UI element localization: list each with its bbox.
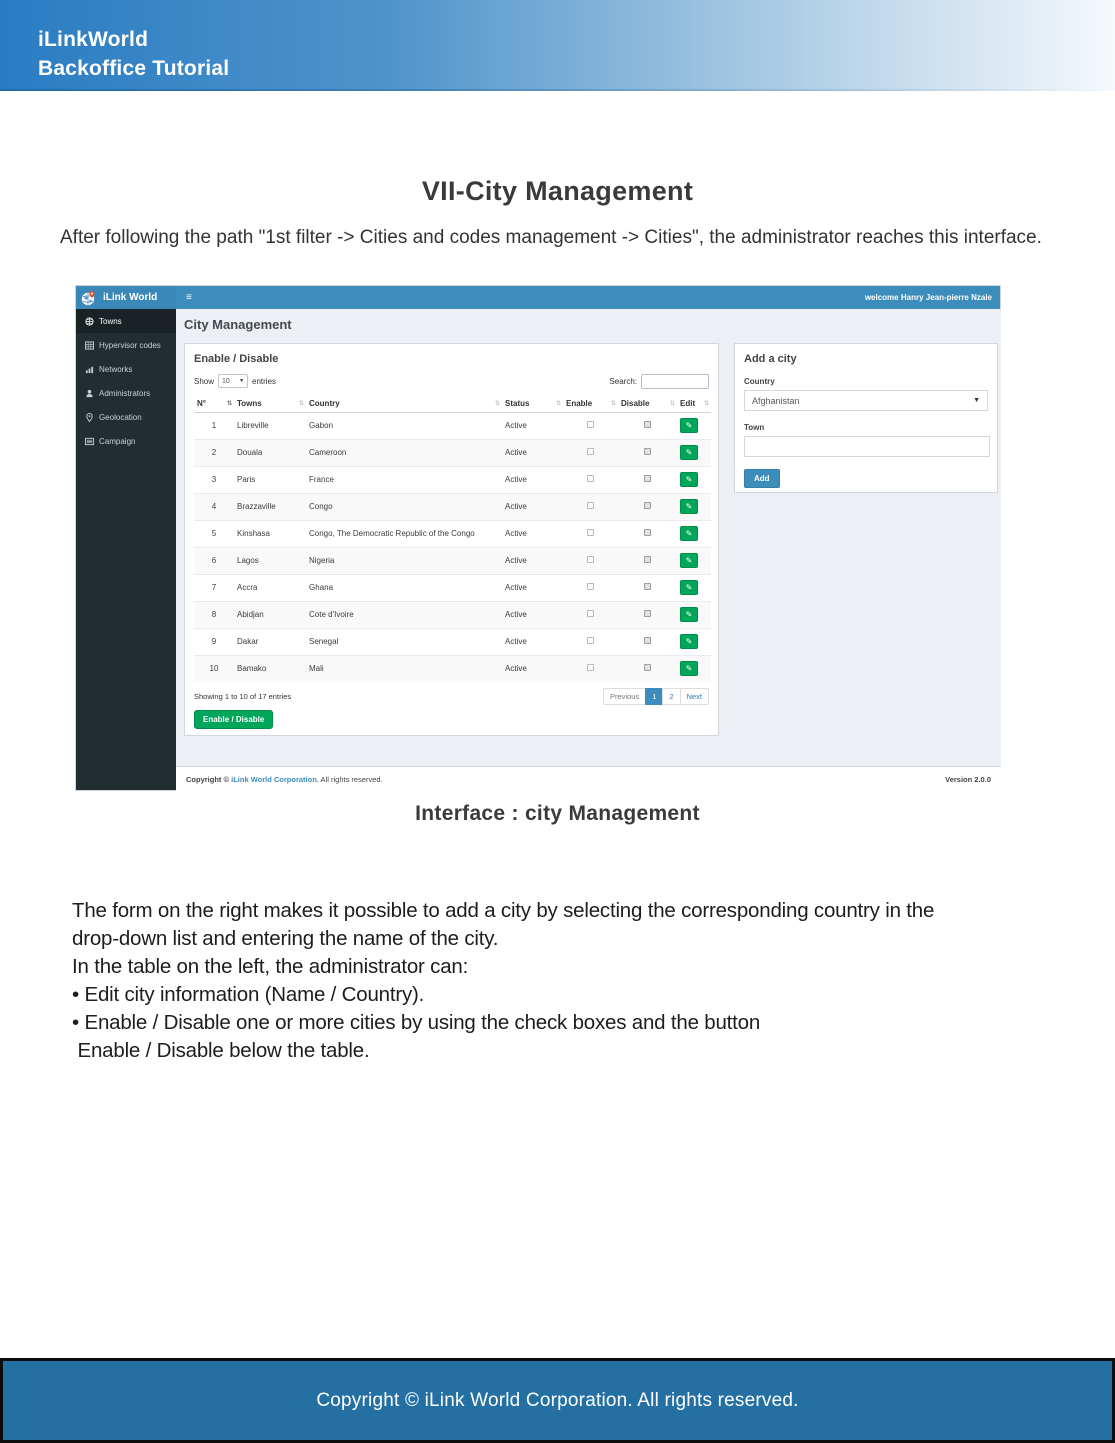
table-row xyxy=(194,628,711,655)
corporation-link[interactable]: iLink World Corporation. xyxy=(231,774,319,784)
add-city-title: Add a city xyxy=(744,353,797,365)
town-cell: Paris xyxy=(234,466,306,493)
row-number: 4 xyxy=(194,493,234,520)
table-row xyxy=(194,655,711,682)
town-cell: Bamako xyxy=(234,655,306,682)
search-control xyxy=(609,374,709,389)
table-controls xyxy=(194,374,709,390)
town-cell: Kinshasa xyxy=(234,520,306,547)
column-label: N° xyxy=(197,399,206,409)
app-sidebar xyxy=(76,309,176,790)
town-cell: Abidjan xyxy=(234,601,306,628)
column-header-enable[interactable] xyxy=(563,396,618,412)
show-label: Show xyxy=(194,376,215,386)
table-row xyxy=(194,439,711,466)
entries-label: entries xyxy=(252,376,277,386)
pagination-page-1[interactable]: 1 xyxy=(645,688,663,705)
town-cell: Lagos xyxy=(234,547,306,574)
document-footer xyxy=(0,1358,1115,1443)
country-cell: Congo, The Democratic Republic of the Congo xyxy=(306,520,502,547)
sidebar-item-label: Hypervisor codes xyxy=(99,340,161,350)
sidebar-item-label: Administrators xyxy=(99,388,151,398)
row-number: 6 xyxy=(194,547,234,574)
sort-icon[interactable]: ⇅ xyxy=(703,401,709,407)
enable-checkbox[interactable] xyxy=(587,610,594,617)
status-cell: Active xyxy=(502,439,563,466)
enable-checkbox[interactable] xyxy=(587,421,594,428)
list-icon xyxy=(85,437,94,446)
table-icon xyxy=(85,341,94,350)
body-line: In the table on the left, the administrator can: xyxy=(72,955,469,978)
country-cell: Cote d'Ivoire xyxy=(306,601,502,628)
edit-button[interactable] xyxy=(680,445,698,460)
table-row xyxy=(194,466,711,493)
enable-checkbox[interactable] xyxy=(587,556,594,563)
town-cell: Brazzaville xyxy=(234,493,306,520)
body-line: The form on the right makes it possible to add a city by selecting the corresponding country in the xyxy=(72,899,935,922)
column-header-disable[interactable] xyxy=(618,396,677,412)
table-row xyxy=(194,520,711,547)
enable-checkbox[interactable] xyxy=(587,664,594,671)
country-label: Country xyxy=(744,377,775,386)
sidebar-item-label: Campaign xyxy=(99,436,136,446)
disable-checkbox[interactable] xyxy=(644,556,651,563)
search-label: Search: xyxy=(609,377,637,386)
sidebar-toggle-icon[interactable]: ≡ xyxy=(186,292,192,303)
globe-pin-logo-icon xyxy=(81,290,97,306)
column-header-status[interactable] xyxy=(502,396,563,412)
body-line: • Enable / Disable one or more cities by using the check boxes and the button xyxy=(72,1011,761,1034)
enable-disable-button[interactable]: Enable / Disable xyxy=(194,710,273,729)
column-header-country[interactable] xyxy=(306,396,502,412)
row-number: 8 xyxy=(194,601,234,628)
edit-icon: ✎ xyxy=(685,502,693,511)
header-line-1: iLinkWorld xyxy=(38,28,149,51)
edit-icon: ✎ xyxy=(685,421,693,430)
bar-chart-icon xyxy=(85,365,94,374)
town-cell: Accra xyxy=(234,574,306,601)
panel-title: Enable / Disable xyxy=(194,353,279,365)
edit-button[interactable] xyxy=(680,661,698,676)
footer-copyright-text: Copyright © iLink World Corporation. All rights reserved. xyxy=(316,1389,799,1411)
edit-button[interactable] xyxy=(680,418,698,433)
table-row xyxy=(194,412,711,439)
row-number: 1 xyxy=(194,412,234,439)
column-label: Enable xyxy=(566,399,593,409)
app-screenshot xyxy=(75,285,1001,791)
status-cell: Active xyxy=(502,655,563,682)
town-cell: Dakar xyxy=(234,628,306,655)
town-cell: Libreville xyxy=(234,412,306,439)
row-number: 5 xyxy=(194,520,234,547)
copyright-suffix: All rights reserved. xyxy=(318,774,383,784)
enable-disable-panel xyxy=(184,343,719,736)
country-select-value: Afghanistan xyxy=(752,395,800,406)
enable-checkbox[interactable] xyxy=(587,637,594,644)
sort-icon[interactable]: ⇅ xyxy=(555,401,561,407)
enable-checkbox[interactable] xyxy=(587,448,594,455)
table-row xyxy=(194,601,711,628)
edit-button[interactable] xyxy=(680,634,698,649)
status-cell: Active xyxy=(502,466,563,493)
edit-button[interactable] xyxy=(680,472,698,487)
pagination-page-2[interactable]: 2 xyxy=(662,688,680,705)
edit-button[interactable] xyxy=(680,499,698,514)
body-line: Enable / Disable below the table. xyxy=(72,1039,370,1062)
column-header-number[interactable] xyxy=(194,396,234,412)
edit-icon: ✎ xyxy=(685,664,693,674)
table-row xyxy=(194,547,711,574)
edit-icon: ✎ xyxy=(685,475,693,484)
disable-checkbox[interactable] xyxy=(644,502,651,509)
sidebar-item-towns[interactable] xyxy=(76,309,176,333)
body-line: drop-down list and entering the name of the city. xyxy=(72,927,499,950)
screenshot-caption: Interface : city Management xyxy=(415,802,700,825)
column-header-edit[interactable] xyxy=(677,396,711,412)
page-length-control xyxy=(194,374,276,388)
column-label: Country xyxy=(309,399,340,409)
sidebar-item-networks[interactable] xyxy=(76,357,176,381)
enable-checkbox[interactable] xyxy=(587,529,594,536)
search-input[interactable] xyxy=(641,374,709,389)
version-text: Version 2.0.0 xyxy=(945,774,991,784)
disable-checkbox[interactable] xyxy=(644,448,651,455)
table-row xyxy=(194,493,711,520)
sort-icon[interactable]: ⇅ xyxy=(298,401,304,407)
copyright-prefix: Copyright © xyxy=(186,774,232,784)
showing-entries-text: Showing 1 to 10 of 17 entries xyxy=(194,692,292,701)
edit-button[interactable] xyxy=(680,607,698,622)
app-page-title: City Management xyxy=(184,317,292,332)
intro-paragraph: After following the path "1st filter -> Cities and codes management -> Cities", the administrator reaches this interface. xyxy=(60,227,1042,248)
town-label: Town xyxy=(744,423,765,432)
sort-icon[interactable]: ⇅ xyxy=(610,401,616,407)
sidebar-item-label: Geolocation xyxy=(99,412,142,422)
app-logo[interactable] xyxy=(76,286,176,309)
disable-checkbox[interactable] xyxy=(644,610,651,617)
status-cell: Active xyxy=(502,412,563,439)
pagination-next[interactable]: Next xyxy=(680,688,709,705)
row-number: 2 xyxy=(194,439,234,466)
map-pin-icon xyxy=(85,413,94,422)
body-text xyxy=(72,897,1062,1065)
disable-checkbox[interactable] xyxy=(644,583,651,590)
status-cell: Active xyxy=(502,520,563,547)
table-footer xyxy=(194,688,709,706)
edit-button[interactable] xyxy=(680,526,698,541)
town-input[interactable] xyxy=(744,436,990,457)
column-label: Status xyxy=(505,399,530,409)
cities-table xyxy=(194,396,711,682)
country-cell: Cameroon xyxy=(306,439,502,466)
sort-icon[interactable]: ⇅ xyxy=(226,401,232,407)
country-cell: Ghana xyxy=(306,574,502,601)
edit-icon: ✎ xyxy=(685,529,693,538)
status-cell: Active xyxy=(502,628,563,655)
page-size-value: 10 xyxy=(222,377,230,385)
enable-checkbox[interactable] xyxy=(587,502,594,509)
row-number: 7 xyxy=(194,574,234,601)
pagination-previous[interactable]: Previous xyxy=(603,688,646,705)
table-row xyxy=(194,574,711,601)
sidebar-item-campaign[interactable] xyxy=(76,429,176,453)
column-label: Edit xyxy=(680,399,696,409)
edit-button[interactable] xyxy=(680,580,698,595)
column-label: Towns xyxy=(237,399,262,409)
country-cell: Senegal xyxy=(306,628,502,655)
caret-down-icon: ▼ xyxy=(239,378,245,384)
welcome-user-text[interactable]: welcome Hanry Jean-pierre Nzale xyxy=(864,293,992,302)
header-line-2: Backoffice Tutorial xyxy=(38,57,230,80)
country-cell: Gabon xyxy=(306,412,502,439)
table-header-row xyxy=(194,396,711,412)
document-header xyxy=(0,0,1115,91)
pagination xyxy=(604,688,709,705)
status-cell: Active xyxy=(502,547,563,574)
row-number: 9 xyxy=(194,628,234,655)
page-title: VII-City Management xyxy=(421,176,694,206)
country-cell: Nigeria xyxy=(306,547,502,574)
country-cell: Congo xyxy=(306,493,502,520)
enable-checkbox[interactable] xyxy=(587,475,594,482)
add-city-panel xyxy=(734,343,998,493)
sort-icon[interactable]: ⇅ xyxy=(669,401,675,407)
app-footer xyxy=(176,766,1001,791)
edit-icon: ✎ xyxy=(685,556,693,565)
page-size-select[interactable] xyxy=(218,374,248,388)
disable-checkbox[interactable] xyxy=(644,637,651,644)
country-cell: Mali xyxy=(306,655,502,682)
sidebar-item-administrators[interactable] xyxy=(76,381,176,405)
disable-checkbox[interactable] xyxy=(644,529,651,536)
disable-checkbox[interactable] xyxy=(644,664,651,671)
app-navbar xyxy=(176,286,1000,309)
edit-icon: ✎ xyxy=(685,583,693,592)
brand-name: iLink World xyxy=(103,292,158,303)
disable-checkbox[interactable] xyxy=(644,475,651,482)
row-number: 10 xyxy=(194,655,234,682)
caret-down-icon: ▼ xyxy=(973,397,980,404)
status-cell: Active xyxy=(502,574,563,601)
country-select[interactable] xyxy=(744,390,988,411)
column-header-towns[interactable] xyxy=(234,396,306,412)
sidebar-item-label: Towns xyxy=(99,316,122,326)
body-line: • Edit city information (Name / Country). xyxy=(72,983,425,1006)
column-label: Disable xyxy=(621,399,650,409)
globe-icon xyxy=(85,317,94,326)
sidebar-item-geolocation[interactable] xyxy=(76,405,176,429)
sidebar-item-label: Networks xyxy=(99,364,133,374)
sidebar-item-hypervisor-codes[interactable] xyxy=(76,333,176,357)
status-cell: Active xyxy=(502,493,563,520)
edit-icon: ✎ xyxy=(685,448,693,457)
enable-checkbox[interactable] xyxy=(587,583,594,590)
country-cell: France xyxy=(306,466,502,493)
edit-icon: ✎ xyxy=(685,637,693,646)
disable-checkbox[interactable] xyxy=(644,421,651,428)
row-number: 3 xyxy=(194,466,234,493)
edit-button[interactable] xyxy=(680,553,698,568)
status-cell: Active xyxy=(502,601,563,628)
sort-icon[interactable]: ⇅ xyxy=(494,401,500,407)
town-cell: Douala xyxy=(234,439,306,466)
user-icon xyxy=(85,389,94,398)
app-copyright xyxy=(186,775,383,784)
edit-icon: ✎ xyxy=(685,610,693,619)
add-button[interactable]: Add xyxy=(744,469,780,488)
